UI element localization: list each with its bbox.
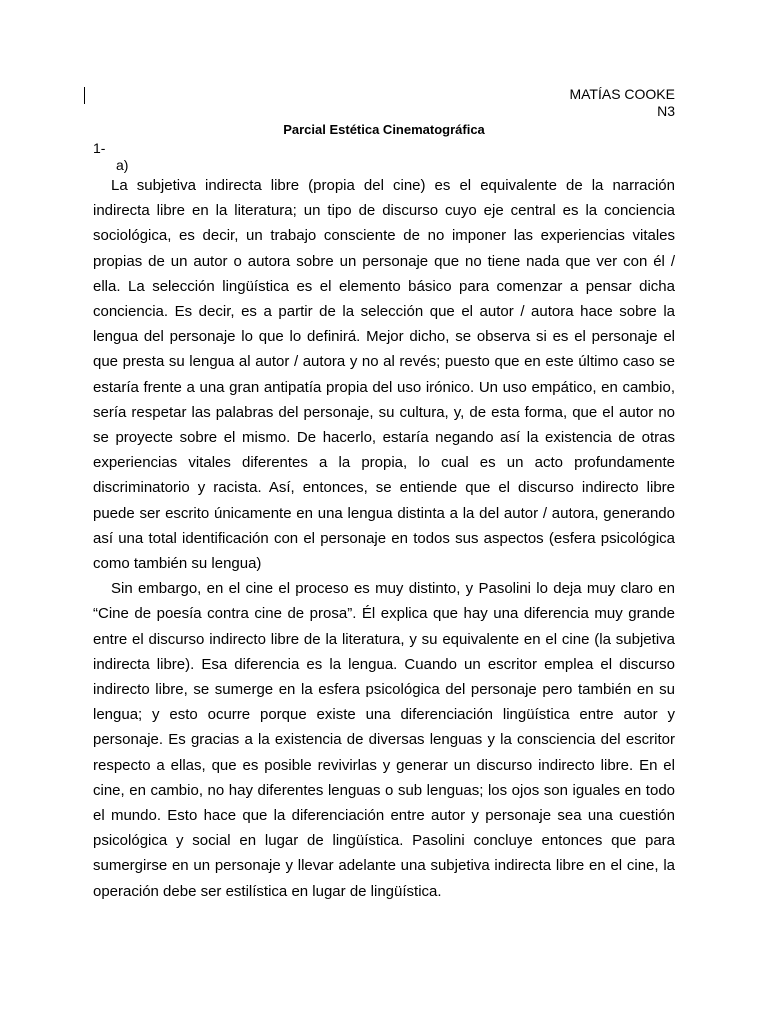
question-number: 1- — [93, 140, 106, 156]
author-name: MATÍAS COOKE — [569, 86, 675, 102]
subitem-label: a) — [116, 157, 129, 173]
page-title: Parcial Estética Cinematográfica — [283, 122, 485, 137]
document-header — [569, 86, 675, 120]
group-code: N3 — [657, 103, 675, 119]
document-body — [93, 173, 675, 904]
text-cursor — [84, 87, 85, 104]
paragraph-2: Sin embargo, en el cine el proceso es muy distinto, y Pasolini lo deja muy claro en “Cine de poesía contra cine de prosa”. Él explica que hay una diferencia muy grande entre el discurso indirecto libre de la literatura, y su equivalente en el cine (la subjetiva indirecta libre). Esa diferencia es la lengua. Cuando un escritor emplea el discurso indirecto libre, se sumerge en la esfera psicológica del personaje pero también en su lengua; y esto ocurre porque existe una diferenciación lingüística entre autor y personaje. Es gracias a la existencia de diversas lenguas y la consciencia del escritor respecto a ellas, que es posible revivirlas y generar un discurso indirecto libre. En el cine, en cambio, no hay diferentes lenguas o sub lenguas; los ojos son iguales en todo el mundo. Esto hace que la diferenciación entre autor y personaje sea una cuestión psicológica y social en lugar de lingüística. Pasolini concluye entonces que para sumergirse en un personaje y llevar adelante una subjetiva indirecta libre en el cine, la operación debe ser estilística en lugar de lingüística. — [93, 580, 675, 900]
paragraph-1: La subjetiva indirecta libre (propia del cine) es el equivalente de la narración indirecta libre en la literatura; un tipo de discurso cuyo eje central es la conciencia sociológica, es decir, un trabajo consciente de no imponer las experiencias vitales propias de un autor o autora sobre un personaje que no tiene nada que ver con él / ella. La selección lingüística es el elemento básico para comenzar a pensar dicha conciencia. Es decir, es a partir de la selección que el autor / autora hace sobre la lengua del personaje lo que lo definirá. Mejor dicho, se observa si es el personaje el que presta su lengua al autor / autora y no al revés; puesto que en este último caso se estaría frente a una gran antipatía propia del uso irónico. Un uso empático, en cambio, sería respetar las palabras del personaje, su cultura, y, de esta forma, que el autor no se proyecte sobre el mismo. De hacerlo, estaría negando así la existencia de otras experiencias vitales diferentes a la propia, lo cual es un acto profundamente discriminatorio y racista. Así, entonces, se entiende que el discurso indirecto libre puede ser escrito únicamente en una lengua distinta a la del autor / autora, generando así una total identificación con el personaje en todos sus aspectos (esfera psicológica como también su lengua) — [93, 177, 675, 573]
